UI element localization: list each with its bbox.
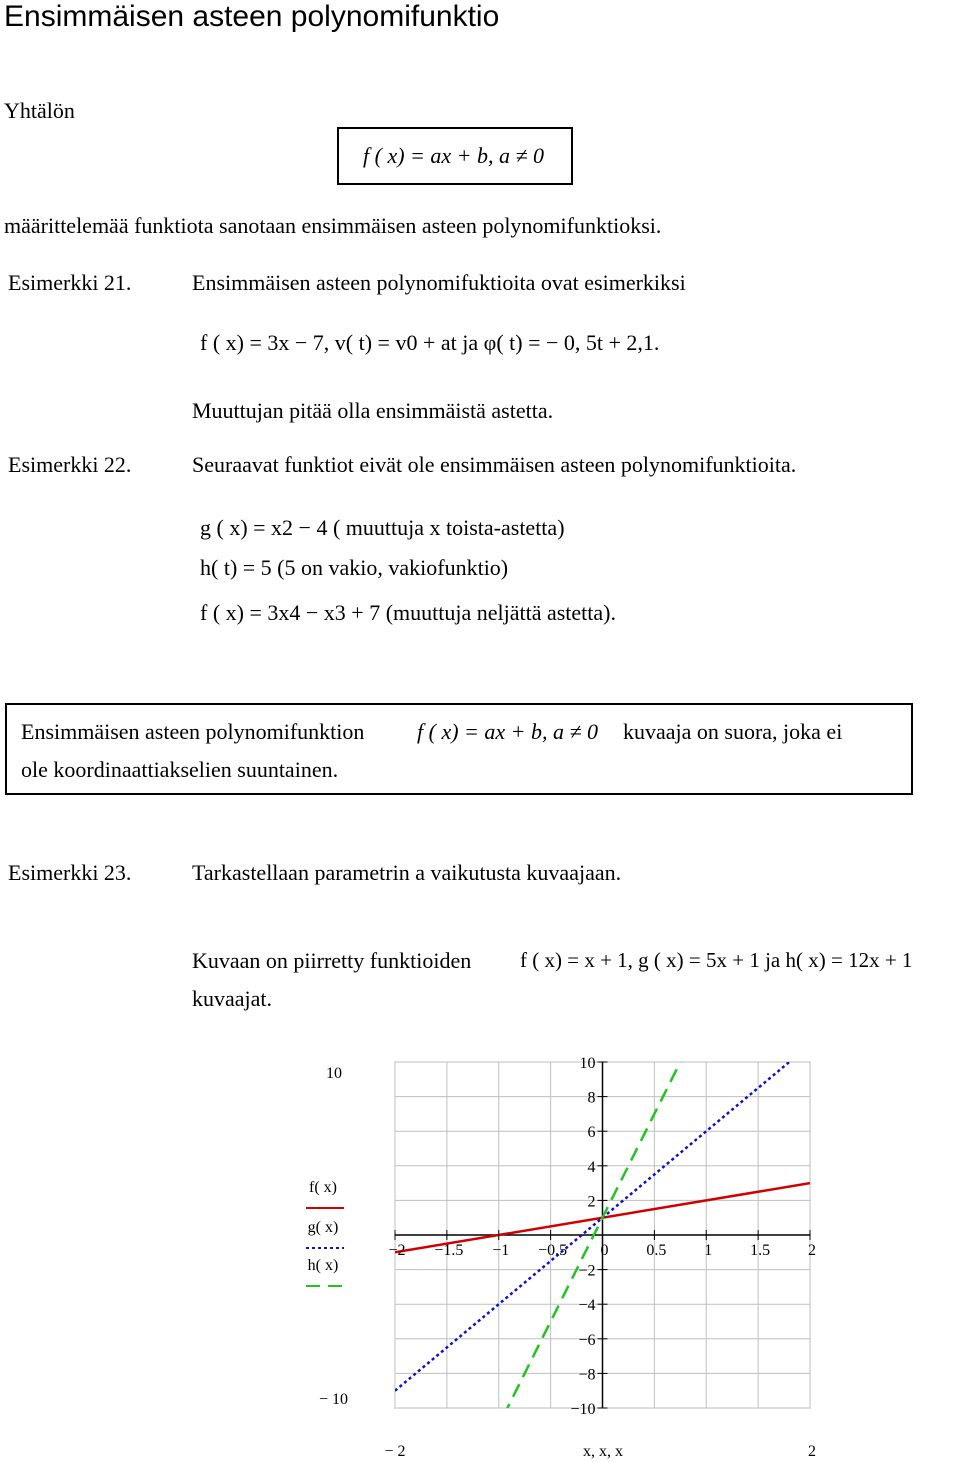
x-range-right-label: 2	[808, 1443, 816, 1460]
example22-line-2: h( t) = 5 (5 on vakio, vakiofunktio)	[200, 555, 509, 580]
example22-text: Seuraavat funktiot eivät ole ensimmäisen asteen polynomifunktioita.	[192, 452, 797, 477]
y-tick-label: 8	[587, 1089, 596, 1107]
example23-desc-prefix: Kuvaan on piirretty funktioiden	[192, 948, 472, 973]
example21-text: Ensimmäisen asteen polynomifuktioita ovat esimerkiksi	[192, 270, 686, 295]
example21-formula: f ( x) = 3x − 7, v( t) = v0 + at ja φ( t) = − 0, 5t + 2,1.	[200, 330, 660, 355]
x-tick-label: −1.5	[434, 1242, 464, 1259]
y-tick-label: −6	[578, 1331, 596, 1349]
y-tick-label: −2	[578, 1262, 596, 1280]
x-tick-label: −2	[388, 1242, 406, 1259]
legend-label: g( x)	[307, 1219, 339, 1236]
example23-text: Tarkastellaan parametrin a vaikutusta kuvaajaan.	[192, 860, 622, 885]
theorem-suffix: kuvaaja on suora, joka ei	[623, 719, 843, 744]
y-range-top-label: 10	[326, 1065, 342, 1082]
theorem-line-2: ole koordinaattiakselien suuntainen.	[21, 757, 339, 782]
legend-label: f( x)	[309, 1179, 337, 1196]
x-range-left-label: − 2	[384, 1443, 406, 1460]
example22-line-3: f ( x) = 3x4 − x3 + 7 (muuttuja neljättä astetta).	[200, 600, 617, 625]
page-title: Ensimmäisen asteen polynomifunktio	[4, 0, 500, 33]
y-tick-label: −10	[570, 1401, 596, 1418]
example22-line-1: g ( x) = x2 − 4 ( muuttuja x toista-astetta)	[200, 515, 565, 540]
example23-desc-line-2: kuvaajat.	[192, 986, 273, 1011]
x-tick-label: 0.5	[646, 1242, 667, 1259]
x-tick-label: 2	[808, 1242, 816, 1259]
y-range-bottom-label: − 10	[318, 1391, 348, 1408]
x-range-center-label: x, x, x	[583, 1443, 623, 1460]
legend-label: h( x)	[307, 1257, 339, 1274]
y-tick-label: −4	[578, 1297, 596, 1315]
intro-label: Yhtälön	[4, 98, 75, 123]
definition-formula: f ( x) = ax + b, a ≠ 0	[363, 143, 545, 168]
y-tick-label: 2	[587, 1193, 596, 1211]
y-tick-label: 6	[587, 1124, 596, 1142]
y-tick-label: 10	[579, 1055, 596, 1072]
example22-label: Esimerkki 22.	[8, 452, 132, 477]
x-tick-label: −1	[492, 1242, 510, 1259]
intro-text: määrittelemää funktiota sanotaan ensimmäisen asteen polynomifunktioksi.	[4, 213, 662, 238]
x-tick-label: 1.5	[750, 1242, 771, 1259]
theorem-formula: f ( x) = ax + b, a ≠ 0	[417, 719, 599, 744]
x-tick-label: 0	[600, 1242, 609, 1259]
example23-label: Esimerkki 23.	[8, 860, 132, 885]
example21-label: Esimerkki 21.	[8, 270, 132, 295]
example21-note: Muuttujan pitää olla ensimmäistä astetta.	[192, 398, 554, 423]
x-tick-label: 1	[704, 1242, 713, 1259]
example23-desc-formula: f ( x) = x + 1, g ( x) = 5x + 1 ja h( x) = 12x + 1	[520, 948, 913, 972]
y-tick-label: 4	[587, 1158, 596, 1176]
theorem-prefix: Ensimmäisen asteen polynomifunktion	[21, 719, 365, 744]
x-tick-label: −0.5	[538, 1242, 568, 1259]
y-tick-label: −8	[578, 1366, 596, 1384]
